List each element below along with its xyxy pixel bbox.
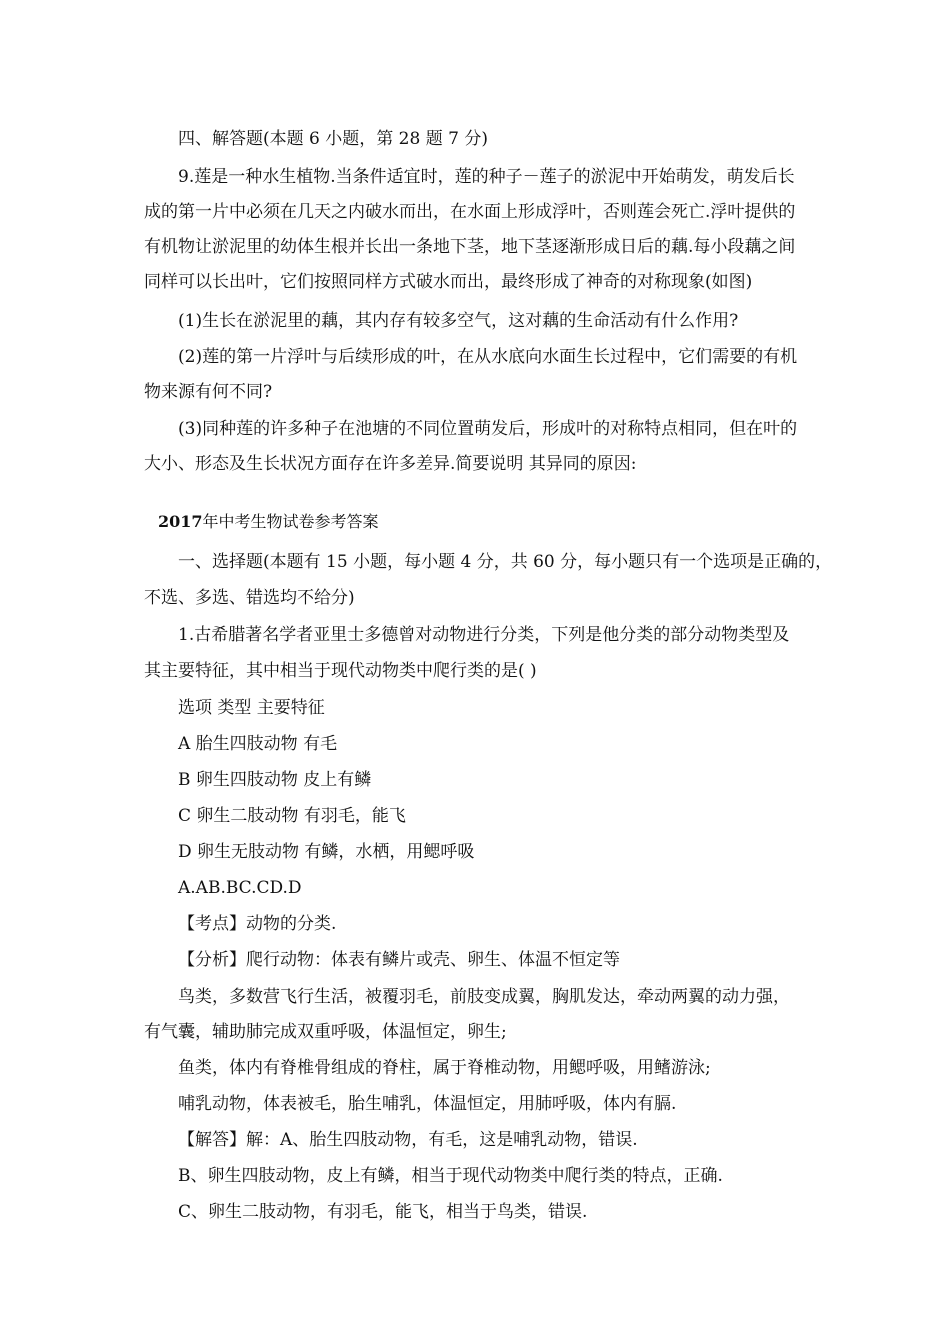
table-row-b: B 卵生四肢动物 皮上有鳞 <box>178 770 372 790</box>
bird-line-1: 鸟类，多数营飞行生活，被覆羽毛，前肢变成翼，胸肌发达，牵动两翼的动力强， <box>178 987 790 1007</box>
question-9-line-3: 有机物让淤泥里的幼体生根并长出一条地下茎，地下茎逐渐形成日后的藕.每小段藕之间 <box>144 237 796 257</box>
kaodian: 【考点】动物的分类. <box>178 914 337 934</box>
jieda-a: 【解答】解：A、胎生四肢动物，有毛，这是哺乳动物，错误. <box>178 1130 638 1150</box>
table-header-row: 选项 类型 主要特征 <box>178 698 325 718</box>
question-9-line-1: 9.莲是一种水生植物.当条件适宜时，莲的种子－莲子的淤泥中开始萌发，萌发后长 <box>178 167 795 187</box>
table-row-a: A 胎生四肢动物 有毛 <box>178 734 338 754</box>
subquestion-3-line-1: (3)同种莲的许多种子在池塘的不同位置萌发后，形成叶的对称特点相同，但在叶的 <box>178 419 798 439</box>
question-9-line-4: 同样可以长出叶，它们按照同样方式破水而出，最终形成了神奇的对称现象(如图) <box>144 272 753 292</box>
subquestion-1: (1)生长在淤泥里的藕，其内存有较多空气，这对藕的生命活动有什么作用? <box>178 311 739 331</box>
bird-line-2: 有气囊，辅助肺完成双重呼吸，体温恒定，卵生; <box>144 1022 507 1042</box>
subquestion-2-line-2: 物来源有何不同? <box>144 382 273 402</box>
table-row-c: C 卵生二肢动物 有羽毛，能飞 <box>178 806 406 826</box>
answer-title <box>158 511 379 533</box>
choice-section-line-2: 不选、多选、错选均不给分) <box>144 588 355 608</box>
jieda-b: B、卵生四肢动物，皮上有鳞，相当于现代动物类中爬行类的特点，正确. <box>178 1166 723 1186</box>
fenxi: 【分析】爬行动物：体表有鳞片或壳、卵生、体温不恒定等 <box>178 950 620 970</box>
choice-section-line-1: 一、选择题(本题有 15 小题，每小题 4 分，共 60 分，每小题只有一个选项是正确的， <box>178 552 833 572</box>
table-row-d: D 卵生无肢动物 有鳞，水栖，用鳃呼吸 <box>178 842 475 862</box>
mammal-line: 哺乳动物，体表被毛，胎生哺乳，体温恒定，用肺呼吸，体内有膈. <box>178 1094 677 1114</box>
answer-choices: A.AB.BC.CD.D <box>178 878 302 898</box>
jieda-c: C、卵生二肢动物，有羽毛，能飞，相当于鸟类，错误. <box>178 1202 588 1222</box>
subquestion-3-line-2: 大小、形态及生长状况方面存在许多差异.简要说明 其异同的原因: <box>144 454 637 474</box>
question-1-line-1: 1.古希腊著名学者亚里士多德曾对动物进行分类，下列是他分类的部分动物类型及 <box>178 625 790 645</box>
answer-title-year: 2017 <box>158 512 203 531</box>
answer-title-text: 年中考生物试卷参考答案 <box>202 512 379 531</box>
subquestion-2-line-1: (2)莲的第一片浮叶与后续形成的叶，在从水底向水面生长过程中，它们需要的有机 <box>178 347 798 367</box>
fish-line: 鱼类，体内有脊椎骨组成的脊柱，属于脊椎动物，用鳃呼吸，用鳍游泳; <box>178 1058 711 1078</box>
section-heading: 四、解答题(本题 6 小题，第 28 题 7 分) <box>178 129 488 149</box>
question-9-line-2: 成的第一片中必须在几天之内破水而出，在水面上形成浮叶，否则莲会死亡.浮叶提供的 <box>144 202 796 222</box>
question-1-line-2: 其主要特征，其中相当于现代动物类中爬行类的是( ) <box>144 661 537 681</box>
